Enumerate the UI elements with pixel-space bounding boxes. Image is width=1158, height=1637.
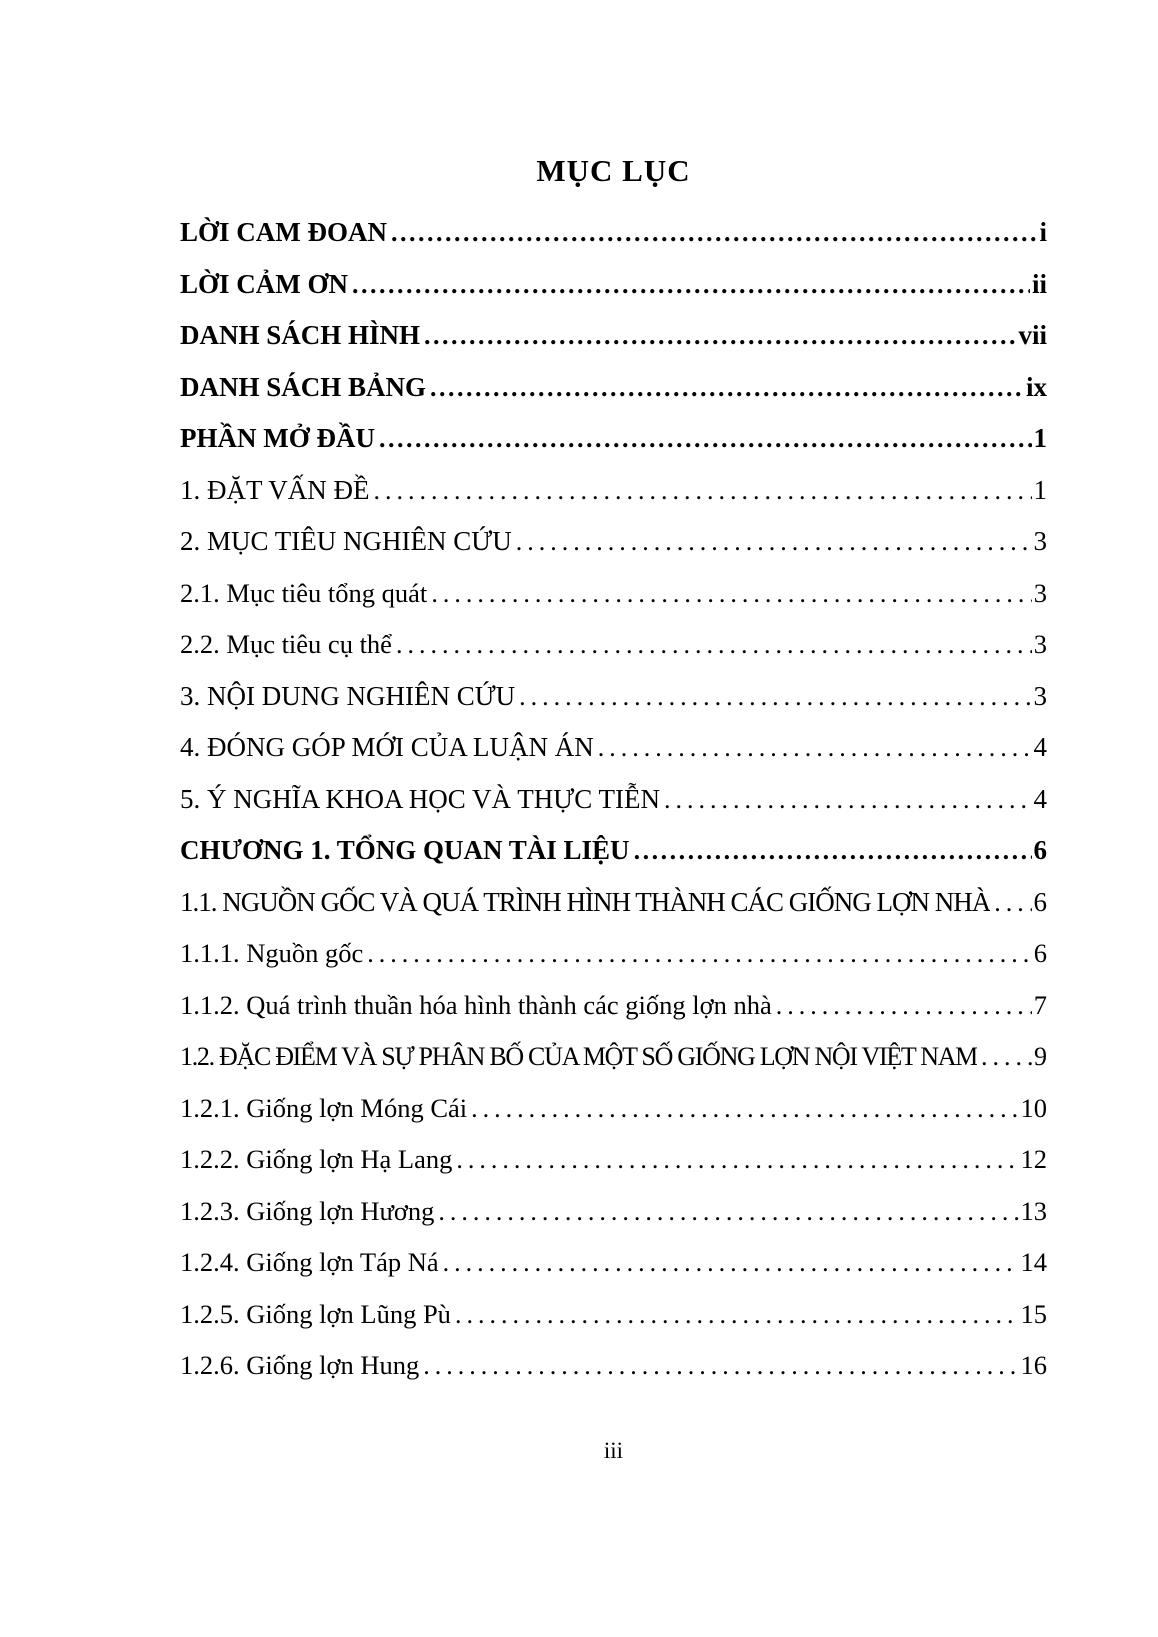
toc-entry [180, 886, 1047, 919]
toc-entry-label: DANH SÁCH HÌNH [180, 320, 421, 350]
toc-entry-page: 15 [1020, 1298, 1047, 1329]
toc-entry [180, 525, 1047, 558]
toc-leader-dots [660, 783, 1032, 816]
toc-entry-label: 2. MỤC TIÊU NGHIÊN CỨU [180, 526, 512, 556]
toc-leader-dots [515, 680, 1031, 713]
toc-entry [180, 319, 1047, 352]
toc-leader-dots [467, 1092, 1018, 1125]
toc-leader-dots [772, 989, 1032, 1022]
toc-leader-dots [594, 731, 1032, 764]
toc-entry-label: CHƯƠNG 1. TỔNG QUAN TÀI LIỆU [180, 835, 630, 865]
toc-entry-page: 4 [1033, 783, 1047, 814]
toc-entry [180, 783, 1047, 816]
toc-entry-page: 1 [1033, 474, 1047, 505]
toc-entry-page: 10 [1020, 1092, 1047, 1123]
toc-entry-page: 1 [1033, 423, 1047, 453]
toc-entry-page: 12 [1020, 1144, 1047, 1174]
toc-leader-dots [512, 525, 1032, 558]
toc-entry-page: vii [1018, 320, 1047, 350]
toc-entry [180, 1092, 1047, 1125]
toc-entry-label: 2.2. Mục tiêu cụ thể [180, 629, 392, 659]
toc-entry-label: 1.2.5. Giống lợn Lũng Pù [180, 1298, 451, 1329]
toc-entry [180, 1349, 1047, 1382]
toc-leader-dots [427, 577, 1031, 610]
table-of-contents [180, 216, 1047, 1382]
toc-leader-dots [375, 422, 1032, 455]
toc-entry [180, 680, 1047, 713]
toc-entry [180, 989, 1047, 1022]
toc-entry-label: 1.2.6. Giống lợn Hung [180, 1350, 420, 1380]
toc-entry-label: 3. NỘI DUNG NGHIÊN CỨU [180, 680, 516, 711]
toc-leader-dots [452, 1143, 1018, 1176]
page-content [180, 152, 1047, 1401]
toc-leader-dots [977, 1040, 1032, 1073]
toc-entry-page: 4 [1033, 732, 1047, 762]
toc-entry [180, 628, 1047, 661]
toc-entry [180, 1246, 1047, 1279]
toc-leader-dots [439, 1246, 1019, 1279]
toc-entry-page: 6 [1033, 835, 1047, 865]
toc-entry-page: 6 [1033, 886, 1047, 917]
toc-entry-page: ix [1025, 371, 1047, 402]
toc-entry [180, 474, 1047, 507]
toc-entry-label: 1.2. ĐẶC ĐIỂM VÀ SỰ PHÂN BỐ CỦA MỘT SỐ GIỐNG LỢN NỘI VIỆT NAM [180, 1042, 977, 1071]
toc-entry [180, 834, 1047, 867]
toc-entry-label: 2.1. Mục tiêu tổng quát [180, 577, 428, 608]
toc-leader-dots [392, 628, 1032, 661]
toc-entry [180, 268, 1047, 301]
toc-entry-page: 6 [1033, 938, 1047, 968]
toc-entry-page: 3 [1033, 680, 1047, 711]
toc-leader-dots [348, 268, 1030, 301]
toc-leader-dots [419, 1349, 1018, 1382]
toc-entry-page: 3 [1033, 526, 1047, 556]
toc-entry-label: 4. ĐÓNG GÓP MỚI CỦA LUẬN ÁN [180, 732, 594, 762]
toc-leader-dots [451, 1298, 1019, 1331]
toc-entry [180, 731, 1047, 764]
toc-entry-page: 16 [1020, 1350, 1047, 1380]
toc-entry-page: 13 [1020, 1195, 1047, 1226]
toc-entry-label: PHẦN MỞ ĐẦU [180, 423, 375, 453]
toc-leader-dots [426, 371, 1024, 404]
toc-entry-page: 7 [1033, 989, 1047, 1020]
toc-entry [180, 577, 1047, 610]
toc-entry-label: 1.2.2. Giống lợn Hạ Lang [180, 1144, 453, 1174]
toc-entry-page: ii [1031, 268, 1047, 299]
toc-leader-dots [370, 474, 1032, 507]
toc-entry [180, 422, 1047, 455]
toc-leader-dots [990, 886, 1031, 919]
toc-entry [180, 1195, 1047, 1228]
toc-leader-dots [387, 216, 1037, 249]
page-title: MỤC LỤC [536, 153, 691, 188]
toc-entry-label: 1.2.1. Giống lợn Móng Cái [180, 1092, 468, 1123]
toc-entry [180, 216, 1047, 249]
toc-leader-dots [420, 319, 1016, 352]
toc-entry [180, 1040, 1047, 1073]
toc-entry-page: 3 [1033, 629, 1047, 659]
toc-entry [180, 1143, 1047, 1176]
toc-entry-label: 1.2.4. Giống lợn Táp Ná [180, 1247, 439, 1277]
toc-entry-label: LỜI CẢM ƠN [180, 268, 348, 299]
toc-entry-page: 14 [1020, 1247, 1047, 1277]
toc-entry-page: 3 [1033, 577, 1047, 608]
toc-entry [180, 371, 1047, 404]
toc-entry-label: 1.1.1. Nguồn gốc [180, 938, 364, 968]
toc-entry-label: LỜI CAM ĐOAN [180, 217, 387, 247]
toc-entry [180, 937, 1047, 970]
toc-leader-dots [434, 1195, 1018, 1228]
toc-entry-label: 5. Ý NGHĨA KHOA HỌC VÀ THỰC TIỄN [180, 783, 660, 814]
toc-entry-page: i [1039, 217, 1047, 247]
toc-entry [180, 1298, 1047, 1331]
toc-entry-label: DANH SÁCH BẢNG [180, 371, 427, 402]
toc-leader-dots [630, 834, 1032, 867]
footer-page-number: iii [603, 1438, 624, 1463]
toc-leader-dots [363, 937, 1031, 970]
toc-entry-page: 9 [1034, 1042, 1047, 1071]
toc-entry-label: 1.1.2. Quá trình thuần hóa hình thành các giống lợn nhà [180, 989, 772, 1020]
toc-entry-label: 1. ĐẶT VẤN ĐỀ [180, 474, 370, 505]
toc-entry-label: 1.2.3. Giống lợn Hương [180, 1195, 435, 1226]
toc-entry-label: 1.1. NGUỒN GỐC VÀ QUÁ TRÌNH HÌNH THÀNH CÁC GIỐNG LỢN NHÀ [180, 886, 991, 917]
